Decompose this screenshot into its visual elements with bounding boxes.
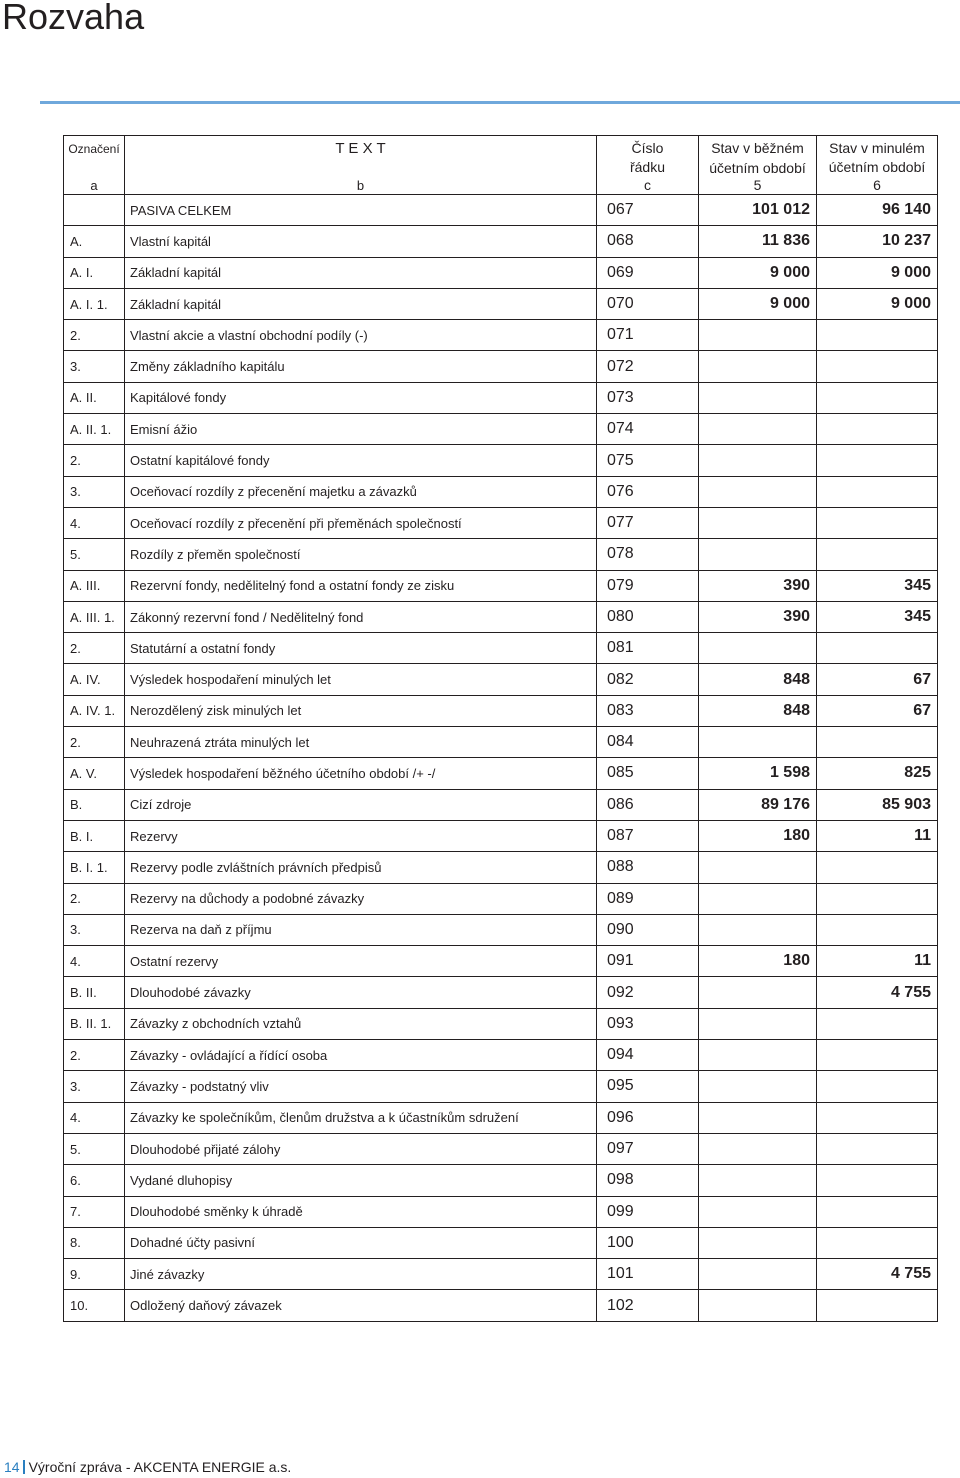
row-current-value: 89 176 <box>699 789 817 820</box>
row-previous-value: 345 <box>817 601 938 632</box>
row-current-value <box>699 476 817 507</box>
row-previous-value <box>817 1133 938 1164</box>
row-number: 083 <box>597 695 699 726</box>
table-row <box>64 1259 938 1290</box>
header-text-cell <box>125 136 597 195</box>
row-current-value <box>699 320 817 351</box>
row-current-value <box>699 1290 817 1321</box>
row-mark <box>64 195 125 226</box>
page-footer <box>4 1459 291 1475</box>
row-text: Nerozdělený zisk minulých let <box>125 695 597 726</box>
row-text: Dohadné účty pasivní <box>125 1227 597 1258</box>
row-number: 099 <box>597 1196 699 1227</box>
row-mark: A. IV. 1. <box>64 695 125 726</box>
row-current-value: 848 <box>699 664 817 695</box>
row-text: Základní kapitál <box>125 288 597 319</box>
row-number: 078 <box>597 539 699 570</box>
header-text-label: T E X T <box>335 140 386 157</box>
row-number: 076 <box>597 476 699 507</box>
row-number: 086 <box>597 789 699 820</box>
row-text: Závazky z obchodních vztahů <box>125 1008 597 1039</box>
row-current-value <box>699 883 817 914</box>
table-row <box>64 539 938 570</box>
row-mark: 5. <box>64 539 125 570</box>
table-row <box>64 633 938 664</box>
row-previous-value: 67 <box>817 664 938 695</box>
row-text: Závazky ke společníkům, členům družstva a k účastníkům sdružení <box>125 1102 597 1133</box>
header-mark-col: a <box>90 178 98 193</box>
table-row <box>64 946 938 977</box>
row-mark: B. I. <box>64 820 125 851</box>
row-text: Dlouhodobé směnky k úhradě <box>125 1196 597 1227</box>
row-current-value <box>699 1165 817 1196</box>
header-mark-label: Označení <box>68 142 120 156</box>
row-number: 077 <box>597 507 699 538</box>
title-rule <box>40 101 960 104</box>
table-row <box>64 1133 938 1164</box>
row-previous-value: 96 140 <box>817 195 938 226</box>
row-text: Rezervy na důchody a podobné závazky <box>125 883 597 914</box>
row-text: Závazky - ovládající a řídící osoba <box>125 1040 597 1071</box>
row-current-value <box>699 977 817 1008</box>
table-row <box>64 695 938 726</box>
row-text: Ostatní kapitálové fondy <box>125 445 597 476</box>
row-current-value: 9 000 <box>699 257 817 288</box>
row-number: 074 <box>597 414 699 445</box>
row-number: 082 <box>597 664 699 695</box>
row-number: 069 <box>597 257 699 288</box>
row-previous-value <box>817 539 938 570</box>
row-mark: 2. <box>64 445 125 476</box>
table-header-row <box>64 136 938 195</box>
row-current-value <box>699 633 817 664</box>
row-previous-value: 67 <box>817 695 938 726</box>
row-text: Jiné závazky <box>125 1259 597 1290</box>
header-num-cell <box>597 136 699 195</box>
row-text: Emisní ážio <box>125 414 597 445</box>
row-number: 079 <box>597 570 699 601</box>
table-row <box>64 852 938 883</box>
row-number: 067 <box>597 195 699 226</box>
table-row <box>64 883 938 914</box>
row-previous-value: 4 755 <box>817 1259 938 1290</box>
row-text: Vlastní akcie a vlastní obchodní podíly (-) <box>125 320 597 351</box>
row-number: 071 <box>597 320 699 351</box>
row-mark: 5. <box>64 1133 125 1164</box>
row-text: Základní kapitál <box>125 257 597 288</box>
row-number: 092 <box>597 977 699 1008</box>
row-mark: 2. <box>64 1040 125 1071</box>
row-mark: 2. <box>64 320 125 351</box>
row-current-value <box>699 852 817 883</box>
table-row <box>64 351 938 382</box>
table-row <box>64 570 938 601</box>
header-prev-label-1: Stav v minulém <box>829 140 925 156</box>
row-previous-value: 4 755 <box>817 977 938 1008</box>
row-text: PASIVA CELKEM <box>125 195 597 226</box>
table-row <box>64 1102 938 1133</box>
table-row <box>64 476 938 507</box>
row-previous-value: 345 <box>817 570 938 601</box>
table-row <box>64 1008 938 1039</box>
row-number: 097 <box>597 1133 699 1164</box>
row-mark: 7. <box>64 1196 125 1227</box>
row-current-value: 180 <box>699 946 817 977</box>
row-current-value: 848 <box>699 695 817 726</box>
row-mark: 4. <box>64 946 125 977</box>
row-text: Rezervy <box>125 820 597 851</box>
row-previous-value <box>817 414 938 445</box>
row-previous-value <box>817 1227 938 1258</box>
row-previous-value <box>817 1290 938 1321</box>
table-row <box>64 1227 938 1258</box>
row-number: 068 <box>597 226 699 257</box>
table-row <box>64 1196 938 1227</box>
row-mark: 10. <box>64 1290 125 1321</box>
row-number: 075 <box>597 445 699 476</box>
table-row <box>64 664 938 695</box>
row-mark: 2. <box>64 883 125 914</box>
row-number: 095 <box>597 1071 699 1102</box>
row-current-value: 101 012 <box>699 195 817 226</box>
row-previous-value: 11 <box>817 946 938 977</box>
row-text: Dlouhodobé přijaté zálohy <box>125 1133 597 1164</box>
row-text: Statutární a ostatní fondy <box>125 633 597 664</box>
header-text-col: b <box>356 178 365 193</box>
row-previous-value <box>817 852 938 883</box>
row-mark: A. V. <box>64 758 125 789</box>
table-row <box>64 820 938 851</box>
row-previous-value: 11 <box>817 820 938 851</box>
row-text: Odložený daňový závazek <box>125 1290 597 1321</box>
header-num-label-1: Číslo <box>631 140 664 156</box>
row-previous-value <box>817 633 938 664</box>
row-mark: A. III. 1. <box>64 601 125 632</box>
row-previous-value <box>817 1196 938 1227</box>
row-mark: 4. <box>64 507 125 538</box>
row-mark: 9. <box>64 1259 125 1290</box>
row-previous-value <box>817 1008 938 1039</box>
row-text: Zákonný rezervní fond / Nedělitelný fond <box>125 601 597 632</box>
row-previous-value <box>817 914 938 945</box>
table-row <box>64 445 938 476</box>
page-number: 14 <box>4 1459 20 1475</box>
row-current-value <box>699 1196 817 1227</box>
row-number: 094 <box>597 1040 699 1071</box>
table-row <box>64 914 938 945</box>
row-mark: 3. <box>64 1071 125 1102</box>
header-prev-col: 6 <box>873 177 881 193</box>
row-mark: B. <box>64 789 125 820</box>
row-number: 102 <box>597 1290 699 1321</box>
header-cur-label-2: účetním období <box>709 160 806 176</box>
row-current-value <box>699 1071 817 1102</box>
row-current-value: 11 836 <box>699 226 817 257</box>
row-previous-value <box>817 382 938 413</box>
row-current-value <box>699 1259 817 1290</box>
row-mark: A. I. <box>64 257 125 288</box>
row-mark: A. IV. <box>64 664 125 695</box>
row-previous-value: 9 000 <box>817 257 938 288</box>
row-current-value <box>699 414 817 445</box>
row-text: Výsledek hospodaření minulých let <box>125 664 597 695</box>
table-row <box>64 601 938 632</box>
table-row <box>64 727 938 758</box>
row-current-value: 390 <box>699 601 817 632</box>
row-mark: B. II. 1. <box>64 1008 125 1039</box>
row-text: Rezerva na daň z příjmu <box>125 914 597 945</box>
header-num-label-2: řádku <box>629 159 666 175</box>
table-row <box>64 257 938 288</box>
table-row <box>64 1290 938 1321</box>
row-mark: B. I. 1. <box>64 852 125 883</box>
row-current-value <box>699 445 817 476</box>
table-row <box>64 789 938 820</box>
row-current-value <box>699 351 817 382</box>
row-current-value: 390 <box>699 570 817 601</box>
row-previous-value: 85 903 <box>817 789 938 820</box>
row-text: Vlastní kapitál <box>125 226 597 257</box>
row-text: Neuhrazená ztráta minulých let <box>125 727 597 758</box>
row-current-value <box>699 727 817 758</box>
row-text: Rozdíly z přeměn společností <box>125 539 597 570</box>
row-current-value <box>699 1008 817 1039</box>
row-mark: 4. <box>64 1102 125 1133</box>
row-previous-value <box>817 476 938 507</box>
table-row <box>64 288 938 319</box>
row-current-value <box>699 1227 817 1258</box>
row-previous-value <box>817 1165 938 1196</box>
row-number: 100 <box>597 1227 699 1258</box>
header-cur-label-1: Stav v běžném <box>711 140 804 156</box>
row-previous-value: 9 000 <box>817 288 938 319</box>
table-row <box>64 414 938 445</box>
table-row <box>64 977 938 1008</box>
row-mark: 3. <box>64 476 125 507</box>
row-previous-value: 825 <box>817 758 938 789</box>
row-text: Rezervní fondy, nedělitelný fond a ostatní fondy ze zisku <box>125 570 597 601</box>
row-mark: 3. <box>64 914 125 945</box>
header-cur-col: 5 <box>753 177 762 193</box>
row-previous-value <box>817 1102 938 1133</box>
table-row <box>64 226 938 257</box>
header-prev-cell <box>817 136 938 195</box>
table-row <box>64 507 938 538</box>
row-previous-value <box>817 883 938 914</box>
page-title: Rozvaha <box>2 0 145 37</box>
row-mark: 3. <box>64 351 125 382</box>
row-text: Výsledek hospodaření běžného účetního období /+ -/ <box>125 758 597 789</box>
row-number: 088 <box>597 852 699 883</box>
row-previous-value <box>817 320 938 351</box>
row-current-value <box>699 539 817 570</box>
table-row <box>64 1165 938 1196</box>
row-mark: A. <box>64 226 125 257</box>
row-text: Kapitálové fondy <box>125 382 597 413</box>
row-previous-value <box>817 727 938 758</box>
header-prev-label-2: účetním období <box>828 159 926 175</box>
footer-text: Výroční zpráva - AKCENTA ENERGIE a.s. <box>28 1459 292 1475</box>
row-previous-value <box>817 507 938 538</box>
row-number: 098 <box>597 1165 699 1196</box>
row-text: Změny základního kapitálu <box>125 351 597 382</box>
table-body <box>64 195 938 1322</box>
row-number: 093 <box>597 1008 699 1039</box>
row-number: 085 <box>597 758 699 789</box>
table-row <box>64 320 938 351</box>
row-number: 087 <box>597 820 699 851</box>
table-row <box>64 1071 938 1102</box>
row-number: 070 <box>597 288 699 319</box>
row-mark: 8. <box>64 1227 125 1258</box>
row-text: Závazky - podstatný vliv <box>125 1071 597 1102</box>
row-previous-value <box>817 1071 938 1102</box>
row-current-value <box>699 382 817 413</box>
row-current-value <box>699 1133 817 1164</box>
row-mark: A. I. 1. <box>64 288 125 319</box>
row-current-value <box>699 1102 817 1133</box>
row-current-value <box>699 914 817 945</box>
row-number: 091 <box>597 946 699 977</box>
row-number: 080 <box>597 601 699 632</box>
row-mark: A. II. <box>64 382 125 413</box>
row-number: 084 <box>597 727 699 758</box>
row-text: Cizí zdroje <box>125 789 597 820</box>
row-mark: 2. <box>64 727 125 758</box>
row-text: Dlouhodobé závazky <box>125 977 597 1008</box>
row-number: 081 <box>597 633 699 664</box>
row-current-value <box>699 1040 817 1071</box>
header-num-col: c <box>644 177 651 193</box>
row-number: 089 <box>597 883 699 914</box>
row-number: 096 <box>597 1102 699 1133</box>
row-number: 101 <box>597 1259 699 1290</box>
row-current-value: 180 <box>699 820 817 851</box>
row-previous-value <box>817 445 938 476</box>
row-number: 073 <box>597 382 699 413</box>
row-current-value <box>699 507 817 538</box>
header-mark-cell <box>64 136 125 195</box>
row-text: Rezervy podle zvláštních právních předpisů <box>125 852 597 883</box>
row-mark: 6. <box>64 1165 125 1196</box>
row-mark: A. II. 1. <box>64 414 125 445</box>
row-mark: B. II. <box>64 977 125 1008</box>
row-current-value: 1 598 <box>699 758 817 789</box>
row-mark: A. III. <box>64 570 125 601</box>
footer-separator <box>23 1460 25 1474</box>
row-previous-value <box>817 1040 938 1071</box>
row-number: 072 <box>597 351 699 382</box>
row-text: Oceňovací rozdíly z přecenění majetku a závazků <box>125 476 597 507</box>
table-row <box>64 195 938 226</box>
table-row <box>64 1040 938 1071</box>
row-current-value: 9 000 <box>699 288 817 319</box>
header-cur-cell <box>699 136 817 195</box>
balance-sheet-table <box>63 135 938 1322</box>
row-text: Vydané dluhopisy <box>125 1165 597 1196</box>
row-text: Ostatní rezervy <box>125 946 597 977</box>
table-row <box>64 382 938 413</box>
row-mark: 2. <box>64 633 125 664</box>
row-text: Oceňovací rozdíly z přecenění při přeměnách společností <box>125 507 597 538</box>
row-number: 090 <box>597 914 699 945</box>
table-row <box>64 758 938 789</box>
row-previous-value: 10 237 <box>817 226 938 257</box>
row-previous-value <box>817 351 938 382</box>
